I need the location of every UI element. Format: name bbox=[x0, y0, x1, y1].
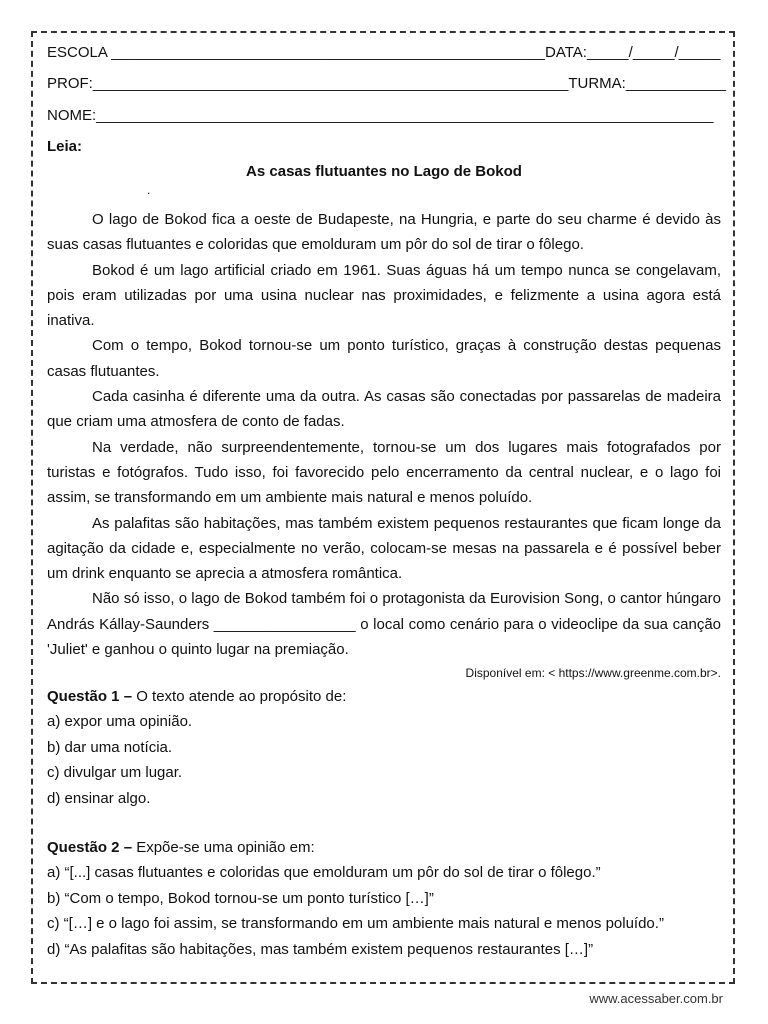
school-date-line: ESCOLA ____________________________________________________DATA:_____/_____/_____ bbox=[47, 44, 721, 61]
question-1 bbox=[47, 684, 737, 811]
student-name-line: NOME:__________________________________________________________________________ bbox=[47, 107, 714, 124]
teacher-class-line: PROF:_________________________________________________________TURMA:____________ bbox=[47, 75, 726, 92]
paragraph: Cada casinha é diferente uma da outra. As casas são conectadas por passarelas de madeira que criam uma atmosfera de conto de fadas. bbox=[47, 388, 721, 431]
read-label: Leia: bbox=[47, 138, 83, 155]
paragraph: Com o tempo, Bokod tornou-se um ponto turístico, graças à construção destas pequenas casas flutuantes. bbox=[47, 337, 721, 380]
option-d[interactable]: d) ensinar algo. bbox=[47, 789, 151, 807]
question-1-prompt bbox=[47, 684, 737, 709]
option-b[interactable]: b) dar uma notícia. bbox=[47, 738, 173, 756]
paragraph: O lago de Bokod fica a oeste de Budapeste, na Hungria, e parte do seu charme é devido às suas casas flutuantes e coloridas que emolduram um pôr do sol de tirar o fôlego. bbox=[47, 211, 721, 254]
paragraph: Não só isso, o lago de Bokod também foi o protagonista da Eurovision Song, o cantor húngaro András Kállay-Saunders _________________ o local como cenário para o videoclipe da sua canção 'Juliet' e ganhou o quinto lugar na premiação. bbox=[47, 590, 721, 659]
paragraph: Bokod é um lago artificial criado em 1961. Suas águas há um tempo nunca se congelavam, pois eram utilizadas por uma usina nuclear nas proximidades, e felizmente a usina agora está inativa. bbox=[47, 261, 721, 330]
question-2-prompt bbox=[47, 835, 737, 860]
reading-text bbox=[47, 207, 721, 662]
option-a[interactable]: a) “[...] casas flutuantes e coloridas que emolduram um pôr do sol de tirar o fôlego.” bbox=[47, 864, 601, 882]
option-c[interactable]: c) “[…] e o lago foi assim, se transformando em um ambiente mais natural e menos poluído.” bbox=[47, 915, 664, 933]
option-c[interactable]: c) divulgar um lugar. bbox=[47, 764, 183, 782]
source-citation: Disponível em: < https://www.greenme.com.br>. bbox=[465, 666, 721, 680]
question-2-label: Questão 2 – bbox=[47, 839, 133, 856]
option-b[interactable]: b) “Com o tempo, Bokod tornou-se um ponto turístico […]” bbox=[47, 889, 434, 907]
stray-dot: . bbox=[147, 183, 151, 197]
footer-url: www.acessaber.com.br bbox=[589, 991, 723, 1006]
question-2-text: Expõe-se uma opinião em: bbox=[132, 839, 315, 856]
option-d[interactable]: d) “As palafitas são habitações, mas também existem pequenos restaurantes […]” bbox=[47, 940, 594, 958]
paragraph: Na verdade, não surpreendentemente, tornou-se um dos lugares mais fotografados por turistas e fotógrafos. Tudo isso, foi favorecido pelo encerramento da central nuclear, e o lago foi assim, se transformando em um ambiente mais natural e menos poluído. bbox=[47, 438, 721, 507]
text-title: As casas flutuantes no Lago de Bokod bbox=[246, 163, 522, 180]
option-a[interactable]: a) expor uma opinião. bbox=[47, 713, 193, 731]
question-1-label: Questão 1 – bbox=[47, 688, 133, 705]
question-1-text: O texto atende ao propósito de: bbox=[132, 688, 347, 705]
question-2 bbox=[47, 835, 737, 962]
paragraph: As palafitas são habitações, mas também existem pequenos restaurantes que ficam longe da agitação da cidade e, especialmente no verão, colocam-se mesas na passarela e é possível beber um drink enquanto se aprecia a atmosfera romântica. bbox=[47, 514, 721, 583]
